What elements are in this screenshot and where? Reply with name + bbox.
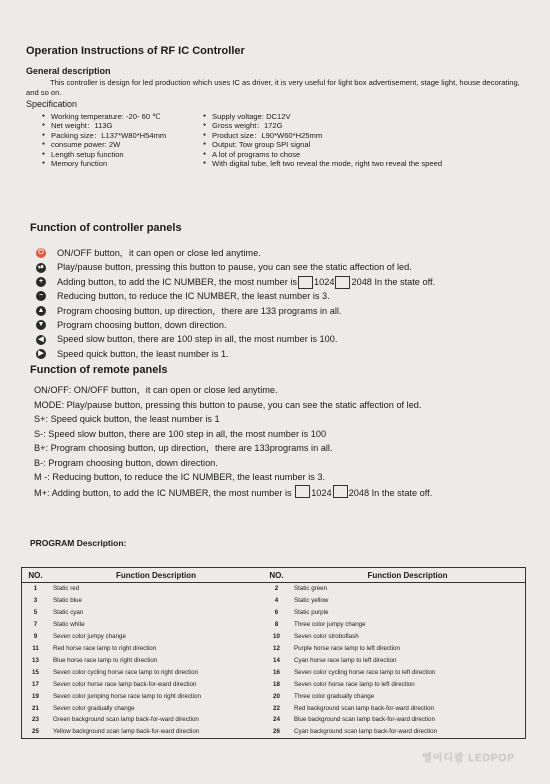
program-number: 14 xyxy=(273,656,280,664)
general-text: This controller is design for led production which uses IC as driver, it is very useful for light box advertisement, stage light, house decorating, and so on. xyxy=(26,78,520,97)
program-heading: PROGRAM Description: xyxy=(30,538,127,548)
play-pause-icon: ⏯ xyxy=(36,263,46,273)
remote-item: B+: Program choosing button, up direction，there are 133programs in all. xyxy=(34,443,333,453)
program-number: 6 xyxy=(274,609,279,617)
program-description: Purple horse race lamp to left direction xyxy=(294,645,400,653)
program-description: Blue background scan lamp back-for-ward direction xyxy=(294,716,436,724)
program-description: Static white xyxy=(53,621,85,629)
checkbox-icon xyxy=(298,276,313,289)
table-row xyxy=(22,583,526,595)
program-number: 25 xyxy=(32,728,39,736)
spec-item: ● Gross weight：172G xyxy=(203,121,442,130)
remote-item: ON/OFF: ON/OFF button，it can open or close led anytime. xyxy=(34,385,278,395)
program-description: Three color jumpy change xyxy=(294,621,366,629)
spec-item: ● Output: Tow group SPI signal xyxy=(203,140,442,149)
checkbox-icon xyxy=(295,485,310,498)
spec-item: ● Length setup function xyxy=(42,150,166,159)
table-row xyxy=(22,595,526,607)
page-title: Operation Instructions of RF IC Controller xyxy=(26,45,245,57)
program-number: 8 xyxy=(274,621,279,629)
program-description: Three color gradually change xyxy=(294,692,375,700)
table-row xyxy=(22,619,526,631)
remote-item: M+: Adding button, to add the IC NUMBER, the most number is 1024 2048 In the state off. xyxy=(34,485,432,501)
program-description: Seven color horse race lamp back-for-ward direction xyxy=(53,680,197,688)
program-number: 23 xyxy=(32,716,39,724)
program-description: Seven color cycling horse race lamp to left direction xyxy=(294,668,436,676)
controller-item: ◀ Speed slow button, there are 100 step in all, the most number is 100. xyxy=(36,332,435,346)
spec-item: ● Packing size：L137*W80*H54mm xyxy=(42,131,166,140)
program-description: Cyan horse race lamp to left direction xyxy=(294,656,397,664)
column-header: NO. xyxy=(263,568,290,583)
spec-item: ● With digital tube, left two reveal the mode, right two reveal the speed xyxy=(203,159,442,168)
controller-heading: Function of controller panels xyxy=(30,222,182,234)
remote-heading: Function of remote panels xyxy=(30,364,168,376)
watermark-logo: 엘이디팝 LEDPOP xyxy=(422,753,515,764)
program-number: 17 xyxy=(32,680,39,688)
program-description: Red background scan lamp back-for-ward direction xyxy=(294,704,434,712)
program-number: 10 xyxy=(273,633,280,641)
program-description: Static green xyxy=(294,585,328,593)
program-number: 7 xyxy=(33,621,38,629)
program-description: Seven color jumpy change xyxy=(53,633,126,641)
program-number: 1 xyxy=(33,585,38,593)
controller-item: ▶ Speed quick button, the least number is 1. xyxy=(36,347,435,361)
up-arrow-icon: ▲ xyxy=(37,306,45,314)
program-number: 5 xyxy=(33,609,38,617)
program-number: 19 xyxy=(32,692,39,700)
program-table xyxy=(21,567,526,739)
program-number: 3 xyxy=(33,597,38,605)
column-header: NO. xyxy=(22,568,50,583)
controller-item: ⏯ Play/pause button, pressing this button to pause, you can see the static affection of led. xyxy=(36,260,435,274)
program-description: Static purple xyxy=(294,609,329,617)
table-header-row xyxy=(22,568,526,583)
spec-heading: Specification xyxy=(26,99,78,109)
program-description: Seven color stroboflash xyxy=(294,633,359,641)
power-icon: ⏻ xyxy=(36,248,46,258)
program-number: 16 xyxy=(273,668,280,676)
remote-button-list xyxy=(34,383,432,500)
spec-item: ● Working temperature: -20- 60 ℃ xyxy=(42,112,166,121)
remote-item: MODE: Play/pause button, pressing this button to pause, you can see the static affection of led. xyxy=(34,399,422,410)
controller-item: ▲ Program choosing button, up direction，there are 133 programs in all. xyxy=(37,305,342,316)
program-description: Blue horse race lamp to right direction xyxy=(53,656,158,664)
program-table-body xyxy=(22,583,526,739)
program-number: 22 xyxy=(273,704,280,712)
table-row xyxy=(22,607,526,619)
remote-item: S+: Speed quick button, the least number is 1 xyxy=(34,414,220,424)
table-row xyxy=(22,702,526,714)
program-number: 26 xyxy=(273,728,280,736)
table-row xyxy=(22,714,526,726)
program-description: Cyan background scan lamp back-for-ward direction xyxy=(294,728,438,736)
column-header: Function Description xyxy=(49,568,263,583)
program-description: Seven color cycling horse race lamp to right direction xyxy=(53,668,199,676)
program-description: Seven color gradually change xyxy=(53,704,135,712)
program-number: 4 xyxy=(274,597,279,605)
left-arrow-icon: ◀ xyxy=(36,335,46,345)
program-description: Static red xyxy=(53,585,80,593)
table-row xyxy=(22,631,526,643)
spec-item: ● Product size：L90*W60*H25mm xyxy=(203,131,442,140)
right-arrow-icon: ▶ xyxy=(36,349,46,359)
spec-list-right xyxy=(203,112,442,168)
program-description: Static blue xyxy=(53,597,82,605)
program-description: Static cyan xyxy=(53,609,84,617)
spec-item: ● Supply voltage: DC12V xyxy=(203,112,442,121)
controller-button-list xyxy=(36,246,435,361)
general-heading: General description xyxy=(26,66,111,76)
plus-icon: + xyxy=(36,277,46,287)
controller-item: − Reducing button, to reduce the IC NUMBER, the least number is 3. xyxy=(36,289,435,303)
program-number: 13 xyxy=(32,656,39,664)
program-number: 20 xyxy=(273,692,280,700)
program-number: 9 xyxy=(33,633,38,641)
minus-icon: − xyxy=(36,291,46,301)
remote-item: B-: Program choosing button, down direction. xyxy=(34,457,218,468)
table-row xyxy=(22,666,526,678)
controller-item: ▼ Program choosing button, down direction. xyxy=(37,320,227,331)
program-number: 15 xyxy=(32,668,39,676)
controller-item: ⏻ ON/OFF button，it can open or close led anytime. xyxy=(36,246,435,260)
program-number: 18 xyxy=(273,680,280,688)
remote-item: M -: Reducing button, to reduce the IC NUMBER, the least number is 3. xyxy=(34,472,326,482)
column-header: Function Description xyxy=(290,568,526,583)
program-number: 12 xyxy=(273,645,280,653)
program-description: Yellow background scan lamp back-for-ward direction xyxy=(53,728,200,736)
program-description: Seven color jumping horse race lamp to right direction xyxy=(53,692,201,700)
checkbox-icon xyxy=(333,485,348,498)
table-row xyxy=(22,655,526,667)
table-row xyxy=(22,726,526,739)
program-number: 2 xyxy=(274,585,279,593)
spec-item: ● consume power: 2W xyxy=(42,140,166,149)
program-description: Red horse race lamp to right direction xyxy=(53,645,157,653)
program-number: 21 xyxy=(32,704,39,712)
controller-item: + Adding button, to add the IC NUMBER, the most number is 1024 2048 In the state off. xyxy=(36,275,435,289)
table-row xyxy=(22,678,526,690)
spec-item: ● Net weight：113G xyxy=(42,121,166,130)
program-description: Static yellow xyxy=(294,597,329,605)
program-number: 11 xyxy=(32,645,39,653)
spec-item: ● A lot of programs to chose xyxy=(203,150,442,159)
spec-item: ● Memory function xyxy=(42,159,166,168)
spec-list-left xyxy=(42,112,166,168)
program-description: Green background scan lamp back-for-ward direction xyxy=(53,716,199,724)
remote-item: S-: Speed slow button, there are 100 step in all, the most number is 100 xyxy=(34,428,327,439)
program-description: Seven color horse race lamp to left direction xyxy=(294,680,415,688)
table-row xyxy=(22,643,526,655)
program-number: 24 xyxy=(273,716,280,724)
table-row xyxy=(22,690,526,702)
checkbox-icon xyxy=(335,276,350,289)
down-arrow-icon: ▼ xyxy=(37,321,45,329)
